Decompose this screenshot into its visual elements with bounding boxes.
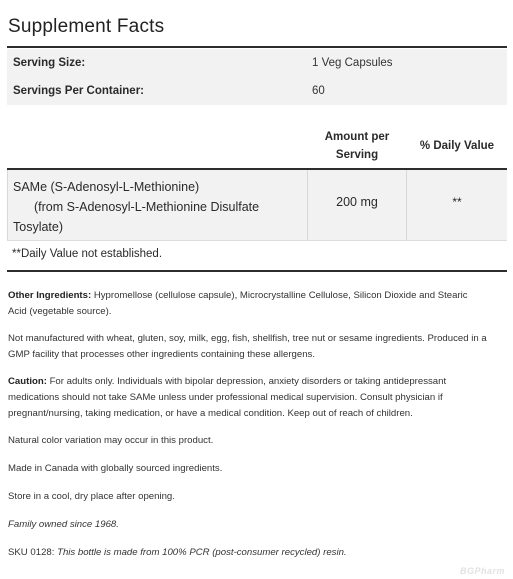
allergen-note: Not manufactured with wheat, gluten, soy, milk, egg, fish, shellfish, tree nut or sesame ingredients. Produced in a GMP facility that processes other ingredients containing these allergens.: [8, 333, 487, 360]
family-note-text: Family owned since 1968.: [8, 519, 119, 530]
row-divider: [7, 240, 507, 241]
serving-size-row: [7, 49, 507, 77]
other-ingredients: [8, 288, 488, 320]
sku-text: This bottle is made from 100% PCR (post-consumer recycled) resin.: [57, 547, 347, 558]
caution-label: Caution:: [8, 376, 47, 387]
storage-note: Store in a cool, dry place after opening.: [8, 491, 175, 502]
daily-value-header: % Daily Value: [419, 140, 495, 152]
watermark: BGPharm: [459, 566, 505, 576]
ingredient-row: [7, 170, 507, 240]
caution-text: For adults only. Individuals with bipolar depression, anxiety disorders or taking antidepressant medications should not take SAMe unless under professional medical supervision. Consult physician if pregnant/nursing, taking medication, or have a medical condition. Keep out of reach of children.: [8, 376, 447, 419]
amount-header-line2: Serving: [335, 149, 379, 161]
sku-prefix: SKU 0128:: [8, 547, 58, 558]
servings-per-container-label: Servings Per Container:: [13, 85, 145, 97]
ingredient-source-line1: (from S-Adenosyl-L-Methionine Disulfate: [34, 200, 260, 214]
sku-note: [8, 545, 488, 561]
ingredient-daily-value: **: [452, 195, 462, 209]
family-note: [8, 517, 488, 533]
serving-size-label: Serving Size:: [13, 57, 86, 69]
origin-note: Made in Canada with globally sourced ingredients.: [8, 463, 223, 474]
serving-size-value: 1 Veg Capsules: [312, 57, 393, 69]
other-ingredients-text: Hypromellose (cellulose capsule), Microcrystalline Cellulose, Silicon Dioxide and Stearic Acid (vegetable source).: [8, 290, 468, 317]
caution-note: [8, 374, 488, 422]
ingredient-name-text: SAMe (S-Adenosyl-L-Methionine): [13, 180, 200, 194]
ingredient-source-line2: Tosylate): [13, 220, 64, 234]
cell-border: [7, 170, 8, 240]
servings-per-container-row: [7, 77, 507, 105]
title-divider: [7, 46, 507, 48]
ingredient-name: [13, 177, 303, 237]
ingredient-amount: 200 mg: [336, 195, 378, 209]
amount-header-line1: Amount per: [324, 131, 390, 143]
amount-per-serving-header: [307, 128, 407, 164]
color-variation-note: Natural color variation may occur in this product.: [8, 435, 214, 446]
other-ingredients-label: Other Ingredients:: [8, 290, 92, 301]
page-title: Supplement Facts: [8, 16, 165, 37]
servings-per-container-value: 60: [312, 85, 325, 97]
footnote-divider: [7, 270, 507, 272]
daily-value-footnote: **Daily Value not established.: [12, 248, 163, 260]
